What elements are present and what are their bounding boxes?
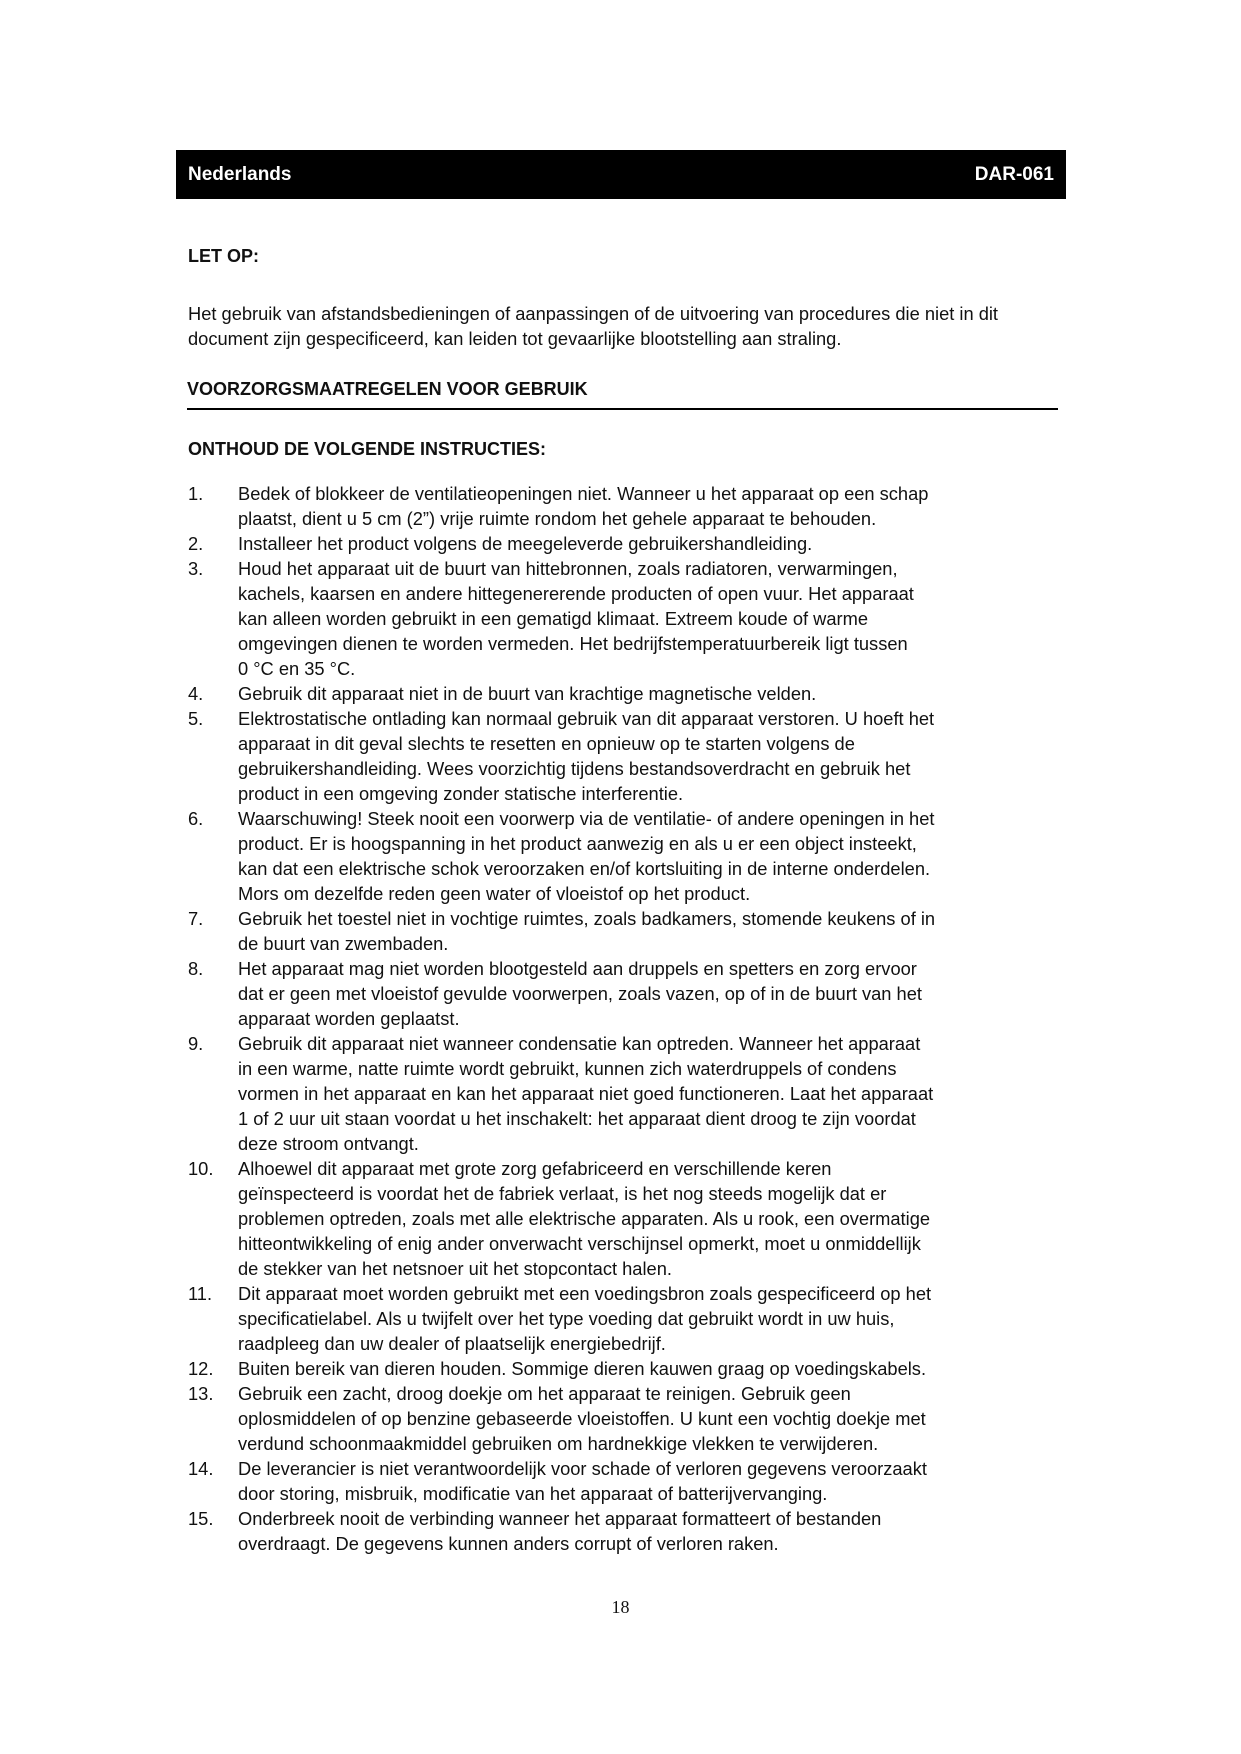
list-item-number: 5.: [188, 708, 204, 729]
list-item-text: Elektrostatische ontlading kan normaal gebruik van dit apparaat verstoren. U hoeft het apparaat in dit geval slechts te resetten en opnieuw op te starten volgens de gebruikershandleiding. Wees voorzichtig tijdens bestandsoverdracht en gebruik het product in een omgeving zonder statische interferentie.: [238, 708, 935, 804]
list-item-text: De leverancier is niet verantwoordelijk voor schade of verloren gegevens veroorzaakt door storing, misbruik, modificatie van het apparaat of batterijvervanging.: [238, 1458, 927, 1504]
list-item: [188, 1031, 1058, 1156]
list-item: [188, 706, 1058, 806]
list-item-number: 2.: [188, 533, 204, 554]
list-item: [188, 956, 1058, 1031]
list-item-text: Gebruik dit apparaat niet in de buurt van krachtige magnetische velden.: [238, 683, 817, 704]
list-item-text: Het apparaat mag niet worden blootgesteld aan druppels en spetters en zorg ervoor dat er geen met vloeistof gevulde voorwerpen, zoals vazen, op of in de buurt van het apparaat worden geplaatst.: [238, 958, 922, 1029]
list-item-number: 15.: [188, 1508, 214, 1529]
list-item-number: 10.: [188, 1158, 214, 1179]
list-item-text: Gebruik een zacht, droog doekje om het apparaat te reinigen. Gebruik geen oplosmiddelen of op benzine gebaseerde vloeistoffen. U kunt een vochtig doekje met verdund schoonmaakmiddel gebruiken om hardnekkige vlekken te verwijderen.: [238, 1383, 926, 1454]
list-item-number: 14.: [188, 1458, 214, 1479]
list-item: [188, 1281, 1058, 1356]
list-item-number: 13.: [188, 1383, 214, 1404]
list-item-number: 6.: [188, 808, 204, 829]
list-item-text: Alhoewel dit apparaat met grote zorg gefabriceerd en verschillende keren geïnspecteerd is voordat het de fabriek verlaat, is het nog steeds mogelijk dat er problemen optreden, zoals met alle elektrische apparaten. Als u rook, een overmatige hitteontwikkeling of enig ander onverwacht verschijnsel opmerkt, moet u onmiddellijk de stekker van het netsnoer uit het stopcontact halen.: [238, 1158, 931, 1279]
list-item: [188, 1156, 1058, 1281]
section-subtitle: ONTHOUD DE VOLGENDE INSTRUCTIES:: [188, 439, 547, 459]
list-item-text: Bedek of blokkeer de ventilatieopeningen niet. Wanneer u het apparaat op een schap plaatst, dient u 5 cm (2”) vrije ruimte rondom het gehele apparaat te behouden.: [238, 483, 929, 529]
list-item: [188, 1381, 1058, 1456]
list-item-number: 4.: [188, 683, 204, 704]
list-item-number: 12.: [188, 1358, 214, 1379]
list-item-text: Houd het apparaat uit de buurt van hittebronnen, zoals radiatoren, verwarmingen, kachels, kaarsen en andere hittegenererende producten of open vuur. Het apparaat kan alleen worden gebruikt in een gematigd klimaat. Extreem koude of warme omgevingen dienen te worden vermeden. Het bedrijfstemperatuurbereik ligt tussen 0 °C en 35 °C.: [238, 558, 914, 679]
list-item-number: 1.: [188, 483, 204, 504]
list-item-number: 11.: [188, 1283, 213, 1304]
list-item-number: 8.: [188, 958, 204, 979]
list-item: [188, 556, 1058, 681]
header-language: Nederlands: [188, 163, 292, 185]
list-item-text: Gebruik dit apparaat niet wanneer condensatie kan optreden. Wanneer het apparaat in een warme, natte ruimte wordt gebruikt, kunnen zich waterdruppels of condens vormen in het apparaat en kan het apparaat niet goed functioneren. Laat het apparaat 1 of 2 uur uit staan voordat u het inschakelt: het apparaat dient droog te zijn voordat deze stroom ontvangt.: [238, 1033, 934, 1154]
header-model: DAR-061: [974, 163, 1054, 185]
section-title: VOORZORGSMAATREGELEN VOOR GEBRUIK: [187, 377, 1058, 410]
header-bar: [176, 150, 1066, 199]
list-item-text: Onderbreek nooit de verbinding wanneer het apparaat formatteert of bestanden overdraagt. De gegevens kunnen anders corrupt of verloren raken.: [238, 1508, 882, 1554]
list-item-text: Gebruik het toestel niet in vochtige ruimtes, zoals badkamers, stomende keukens of in de buurt van zwembaden.: [238, 908, 936, 954]
notice-text: Het gebruik van afstandsbedieningen of aanpassingen of de uitvoering van procedures die niet in dit document zijn gespecificeerd, kan leiden tot gevaarlijke blootstelling aan straling.: [188, 303, 999, 349]
notice-title: LET OP:: [188, 246, 259, 266]
list-item: [188, 906, 1058, 956]
list-item-text: Dit apparaat moet worden gebruikt met een voedingsbron zoals gespecificeerd op het specificatielabel. Als u twijfelt over het type voeding dat gebruikt wordt in uw huis, raadpleeg dan uw dealer of plaatselijk energiebedrijf.: [238, 1283, 932, 1354]
list-item-text: Installeer het product volgens de meegeleverde gebruikershandleiding.: [238, 533, 813, 554]
list-item-number: 3.: [188, 558, 204, 579]
list-item-text: Buiten bereik van dieren houden. Sommige dieren kauwen graag op voedingskabels.: [238, 1358, 927, 1379]
list-item: [188, 531, 1058, 556]
page-number: 18: [611, 1597, 630, 1617]
list-item-text: Waarschuwing! Steek nooit een voorwerp via de ventilatie- of andere openingen in het product. Er is hoogspanning in het product aanwezig en als u er een object insteekt, kan dat een elektrische schok veroorzaken en/of kortsluiting in de interne onderdelen. Mors om dezelfde reden geen water of vloeistof op het product.: [238, 808, 935, 904]
list-item: [188, 1506, 1058, 1556]
list-item-number: 7.: [188, 908, 204, 929]
instructions-list: [188, 481, 1058, 1556]
list-item: [188, 681, 1058, 706]
list-item: [188, 806, 1058, 906]
list-item: [188, 1456, 1058, 1506]
list-item-number: 9.: [188, 1033, 204, 1054]
list-item: [188, 481, 1058, 531]
list-item: [188, 1356, 1058, 1381]
page-content: [188, 244, 1058, 1556]
